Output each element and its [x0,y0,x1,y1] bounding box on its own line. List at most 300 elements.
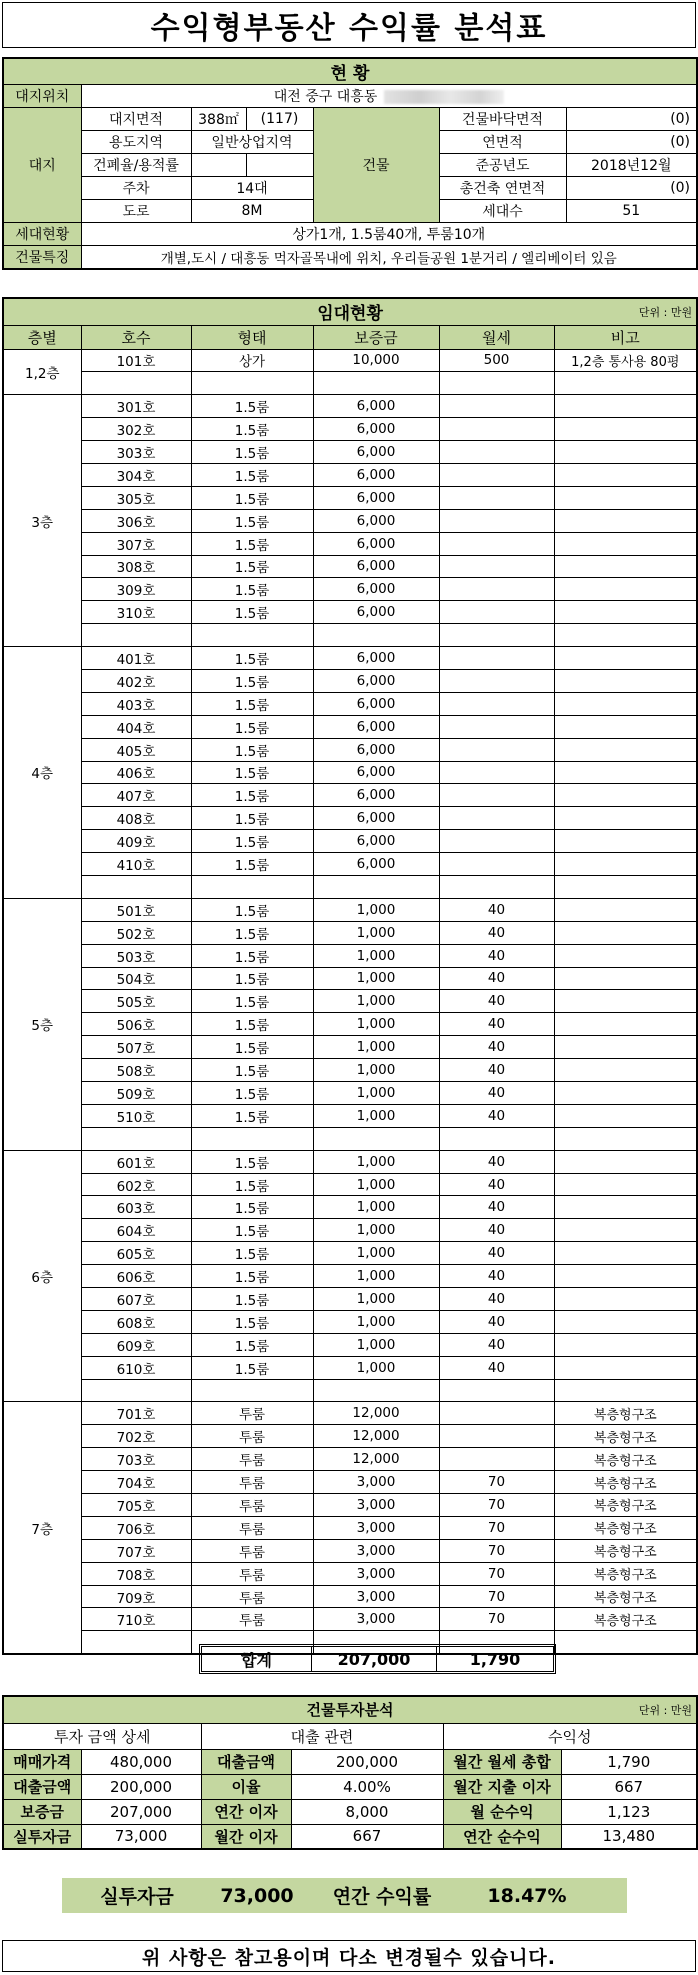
total-floor-label: 총건축 연면적 [439,177,566,200]
floor-label: 4층 [3,647,81,899]
lease-deposit: 3,000 [313,1494,439,1517]
lease-row [3,578,697,601]
lease-note [554,692,697,715]
lease-type: 1.5룸 [191,853,313,876]
lease-blank-cell [439,1379,554,1402]
lease-type: 1.5룸 [191,761,313,784]
analysis-row [3,1799,697,1824]
lease-rent: 70 [439,1562,554,1585]
lease-note [554,830,697,853]
lease-row [3,1585,697,1608]
lease-row [3,1356,697,1379]
analysis-key: 월간 월세 총합 [443,1749,561,1774]
lease-deposit: 1,000 [313,1196,439,1219]
lease-room: 408호 [81,807,191,830]
total-deposit: 207,000 [312,1647,437,1671]
footer-note: 위 사항은 참고용이며 다소 변경될수 있습니다. [2,1940,696,1972]
lease-note [554,1333,697,1356]
lease-room: 506호 [81,1013,191,1036]
lease-note [554,578,697,601]
lease-rent [439,555,554,578]
analysis-key: 월 순수익 [443,1799,561,1824]
lease-type: 투룸 [191,1585,313,1608]
lease-room: 607호 [81,1288,191,1311]
lease-type: 1.5룸 [191,921,313,944]
lease-row [3,853,697,876]
lease-blank-cell [439,624,554,647]
page-title: 수익형부동산 수익률 분석표 [2,2,696,48]
lease-deposit: 1,000 [313,1288,439,1311]
lease-type: 1.5룸 [191,601,313,624]
lease-room: 705호 [81,1494,191,1517]
completion-value: 2018년12월 [566,154,697,177]
lease-row [3,1539,697,1562]
lease-deposit: 6,000 [313,463,439,486]
analysis-key: 월간 지출 이자 [443,1774,561,1799]
lease-room: 404호 [81,715,191,738]
lease-rent: 40 [439,1288,554,1311]
lease-rent: 70 [439,1471,554,1494]
lease-rent [439,1402,554,1425]
lease-note: 복층형구조 [554,1539,697,1562]
lease-room: 602호 [81,1173,191,1196]
lease-rent: 40 [439,1150,554,1173]
lease-room: 707호 [81,1539,191,1562]
lease-blank-row [3,1127,697,1150]
analysis-key: 이율 [201,1774,291,1799]
col-rent: 월세 [439,325,554,349]
lease-type: 투룸 [191,1539,313,1562]
lease-rent [439,463,554,486]
lease-note [554,715,697,738]
lease-blank-cell [554,372,697,395]
lease-note [554,1356,697,1379]
lease-room: 501호 [81,898,191,921]
lease-row [3,555,697,578]
lease-rent [439,1448,554,1471]
analysis-key: 실투자금 [3,1824,81,1849]
lease-type: 투룸 [191,1448,313,1471]
lease-row [3,1150,697,1173]
lease-blank-row [3,624,697,647]
lease-note [554,1310,697,1333]
lease-rent [439,784,554,807]
lease-note [554,1104,697,1127]
lease-deposit: 1,000 [313,921,439,944]
lease-row [3,1333,697,1356]
lease-note [554,784,697,807]
lease-deposit: 12,000 [313,1448,439,1471]
lease-type: 1.5룸 [191,1265,313,1288]
lease-unit: 단위 : 만원 [638,305,693,319]
completion-label: 준공년도 [439,154,566,177]
road-label: 도로 [81,200,191,223]
lease-room: 703호 [81,1448,191,1471]
lease-deposit: 1,000 [313,1082,439,1105]
lease-note [554,1059,697,1082]
lease-deposit: 3,000 [313,1562,439,1585]
lease-blank-cell [81,875,191,898]
col-room: 호수 [81,325,191,349]
lease-rent: 40 [439,1013,554,1036]
households-value: 51 [566,200,697,223]
lease-note [554,463,697,486]
lease-row [3,1608,697,1631]
lease-note [554,853,697,876]
lease-room: 407호 [81,784,191,807]
lease-blank-cell [191,624,313,647]
lease-type: 1.5룸 [191,1036,313,1059]
land-area-pyeong: (117) [246,108,313,131]
lease-note [554,1082,697,1105]
lease-row [3,1448,697,1471]
lease-note [554,441,697,464]
lease-note [554,944,697,967]
lease-deposit: 1,000 [313,1219,439,1242]
lease-deposit: 1,000 [313,967,439,990]
status-header: 현 황 [3,58,697,85]
floor-label: 6층 [3,1150,81,1402]
lease-deposit: 6,000 [313,692,439,715]
lease-row [3,921,697,944]
lease-row [3,715,697,738]
lease-type: 투룸 [191,1608,313,1631]
lease-rent: 40 [439,1036,554,1059]
lease-row [3,1242,697,1265]
lease-note [554,1150,697,1173]
lease-note [554,395,697,418]
total-area-value: (0) [566,131,697,154]
lease-row [3,944,697,967]
lease-type: 1.5룸 [191,1288,313,1311]
lease-room: 708호 [81,1562,191,1585]
land-label: 대지 [3,108,81,223]
lease-note [554,509,697,532]
lease-deposit: 6,000 [313,532,439,555]
lease-rent: 40 [439,898,554,921]
lease-note: 1,2층 통사용 80평 [554,349,697,372]
location-value: 대전 중구 대흥동 [81,85,697,108]
units-label: 세대현황 [3,223,81,246]
lease-blank-cell [81,1379,191,1402]
lease-type: 1.5룸 [191,441,313,464]
lease-type: 1.5룸 [191,738,313,761]
lease-rent [439,601,554,624]
lease-rent [439,853,554,876]
zoning-label: 용도지역 [81,131,191,154]
lease-room: 601호 [81,1150,191,1173]
lease-room: 409호 [81,830,191,853]
lease-room: 309호 [81,578,191,601]
lease-type: 1.5룸 [191,1356,313,1379]
lease-deposit: 6,000 [313,509,439,532]
lease-type: 상가 [191,349,313,372]
analysis-value: 73,000 [81,1824,201,1849]
lease-row [3,990,697,1013]
lease-room: 610호 [81,1356,191,1379]
lease-deposit: 6,000 [313,395,439,418]
roi-invest-label: 실투자금 [100,1886,174,1908]
lease-type: 1.5룸 [191,669,313,692]
analysis-key: 매매가격 [3,1749,81,1774]
analysis-value: 207,000 [81,1799,201,1824]
coverage-value [191,154,246,177]
lease-rent [439,1425,554,1448]
lease-deposit: 1,000 [313,1356,439,1379]
lease-row [3,647,697,670]
lease-deposit: 6,000 [313,555,439,578]
lease-deposit: 3,000 [313,1608,439,1631]
lease-blank-cell [191,875,313,898]
lease-room: 509호 [81,1082,191,1105]
lease-row [3,830,697,853]
lease-type: 1.5룸 [191,1104,313,1127]
lease-deposit: 6,000 [313,669,439,692]
lease-row [3,784,697,807]
lease-note [554,1196,697,1219]
col-floor: 층별 [3,325,81,349]
lease-deposit: 10,000 [313,349,439,372]
lease-rent [439,532,554,555]
lease-row [3,463,697,486]
lease-deposit: 1,000 [313,1333,439,1356]
lease-room: 702호 [81,1425,191,1448]
analysis-row [3,1749,697,1774]
lease-rent: 40 [439,1356,554,1379]
lease-room: 603호 [81,1196,191,1219]
lease-note [554,1265,697,1288]
lease-room: 502호 [81,921,191,944]
lease-room: 604호 [81,1219,191,1242]
analysis-value: 200,000 [291,1749,443,1774]
lease-note [554,647,697,670]
lease-row [3,601,697,624]
lease-deposit: 1,000 [313,1242,439,1265]
analysis-row [3,1774,697,1799]
lease-rent: 40 [439,990,554,1013]
lease-type: 1.5룸 [191,1150,313,1173]
lease-note [554,1219,697,1242]
col-type: 형태 [191,325,313,349]
lease-note [554,418,697,441]
lease-type: 1.5룸 [191,692,313,715]
coverage-label: 건폐율/용적률 [81,154,191,177]
lease-deposit: 1,000 [313,1310,439,1333]
analysis-col-loan: 대출 관련 [201,1723,443,1749]
lease-row [3,738,697,761]
lease-rent: 40 [439,1082,554,1105]
lease-type: 1.5룸 [191,1082,313,1105]
lease-type: 1.5룸 [191,990,313,1013]
lease-room: 508호 [81,1059,191,1082]
lease-row [3,1196,697,1219]
lease-row [3,1265,697,1288]
lease-rent: 40 [439,1196,554,1219]
lease-room: 701호 [81,1402,191,1425]
lease-note: 복층형구조 [554,1402,697,1425]
lease-note: 복층형구조 [554,1585,697,1608]
lease-blank-cell [313,372,439,395]
lease-type: 1.5룸 [191,715,313,738]
analysis-value: 1,123 [561,1799,697,1824]
lease-deposit: 3,000 [313,1585,439,1608]
lease-blank-cell [313,875,439,898]
lease-room: 507호 [81,1036,191,1059]
analysis-key: 대출금액 [201,1749,291,1774]
units-value: 상가1개, 1.5룸40개, 투룸10개 [81,223,697,246]
roi-summary [62,1878,627,1913]
lease-blank-cell [81,1127,191,1150]
lease-type: 1.5룸 [191,784,313,807]
analysis-value: 667 [291,1824,443,1849]
lease-blank-cell [313,1127,439,1150]
floor-label: 5층 [3,898,81,1150]
lease-row [3,486,697,509]
lease-room: 304호 [81,463,191,486]
lease-blank-cell [313,624,439,647]
analysis-value: 1,790 [561,1749,697,1774]
location-label: 대지위치 [3,85,81,108]
lease-blank-row [3,875,697,898]
analysis-header: 건물투자분석 단위 : 만원 [3,1696,697,1723]
lease-deposit: 3,000 [313,1471,439,1494]
lease-note [554,967,697,990]
lease-note [554,669,697,692]
lease-deposit: 6,000 [313,715,439,738]
lease-row [3,1082,697,1105]
analysis-key: 연간 이자 [201,1799,291,1824]
lease-room: 401호 [81,647,191,670]
lease-deposit: 6,000 [313,647,439,670]
lease-type: 1.5룸 [191,532,313,555]
lease-deposit: 6,000 [313,418,439,441]
lease-type: 투룸 [191,1562,313,1585]
lease-rent [439,669,554,692]
features-label: 건물특징 [3,246,81,269]
lease-note: 복층형구조 [554,1516,697,1539]
lease-row [3,1562,697,1585]
lease-row [3,1219,697,1242]
lease-row [3,692,697,715]
lease-blank-row [3,372,697,395]
analysis-key: 연간 순수익 [443,1824,561,1849]
lease-row [3,1402,697,1425]
lease-type: 1.5룸 [191,463,313,486]
analysis-value: 667 [561,1774,697,1799]
lease-room: 609호 [81,1333,191,1356]
lease-blank-cell [313,1379,439,1402]
lease-blank-cell [439,1127,554,1150]
lease-room: 503호 [81,944,191,967]
lease-row [3,1104,697,1127]
lease-type: 1.5룸 [191,555,313,578]
features-value: 개별,도시 / 대흥동 먹자골목내에 위치, 우리들공원 1분거리 / 엘리베이터 있음 [81,246,697,269]
analysis-value: 13,480 [561,1824,697,1849]
lease-rent [439,830,554,853]
lease-rent: 40 [439,921,554,944]
lease-type: 1.5룸 [191,807,313,830]
lease-deposit: 1,000 [313,990,439,1013]
lease-note [554,1013,697,1036]
lease-row [3,349,697,372]
lease-note [554,1173,697,1196]
lease-rent [439,441,554,464]
lease-blank-cell [554,1127,697,1150]
lease-deposit: 3,000 [313,1539,439,1562]
lease-row [3,967,697,990]
lease-room: 504호 [81,967,191,990]
lease-rent: 70 [439,1539,554,1562]
lease-deposit: 1,000 [313,1104,439,1127]
lease-room: 709호 [81,1585,191,1608]
lease-header: 임대현황 단위 : 만원 [3,298,697,325]
lease-row [3,1288,697,1311]
lease-room: 405호 [81,738,191,761]
total-label: 합계 [202,1647,312,1671]
lease-deposit: 12,000 [313,1402,439,1425]
lease-room: 101호 [81,349,191,372]
lease-room: 301호 [81,395,191,418]
lease-room: 505호 [81,990,191,1013]
lease-note: 복층형구조 [554,1562,697,1585]
lease-blank-cell [554,875,697,898]
analysis-table [2,1695,698,1850]
lease-blank-cell [191,1379,313,1402]
lease-row [3,1516,697,1539]
lease-rent: 40 [439,944,554,967]
lease-rent: 40 [439,1265,554,1288]
lease-type: 1.5룸 [191,1173,313,1196]
lease-blank-cell [191,372,313,395]
lease-row [3,1013,697,1036]
parking-value: 14대 [191,177,313,200]
floor-label: 3층 [3,395,81,647]
lease-room: 302호 [81,418,191,441]
lease-room: 402호 [81,669,191,692]
lease-type: 1.5룸 [191,1059,313,1082]
roi-yield-value: 18.47% [487,1884,567,1907]
lease-note [554,761,697,784]
lease-type: 1.5룸 [191,1219,313,1242]
roi-yield-label: 연간 수익률 [332,1886,432,1908]
lease-type: 1.5룸 [191,509,313,532]
lease-type: 1.5룸 [191,967,313,990]
lease-row [3,418,697,441]
lease-type: 1.5룸 [191,418,313,441]
lease-blank-row [3,1379,697,1402]
lease-note: 복층형구조 [554,1425,697,1448]
lease-type: 투룸 [191,1494,313,1517]
lease-room: 403호 [81,692,191,715]
lease-row [3,1173,697,1196]
col-deposit: 보증금 [313,325,439,349]
lease-blank-cell [439,372,554,395]
lease-rent: 40 [439,1242,554,1265]
lease-rent: 40 [439,1333,554,1356]
lease-row [3,395,697,418]
floor-area-label: 건물바닥면적 [439,108,566,131]
analysis-value: 480,000 [81,1749,201,1774]
analysis-value: 8,000 [291,1799,443,1824]
lease-room: 307호 [81,532,191,555]
lease-type: 1.5룸 [191,1310,313,1333]
lease-type: 1.5룸 [191,486,313,509]
total-floor-value: (0) [566,177,697,200]
lease-rent [439,647,554,670]
lease-deposit: 12,000 [313,1425,439,1448]
lease-type: 1.5룸 [191,395,313,418]
lease-room: 310호 [81,601,191,624]
